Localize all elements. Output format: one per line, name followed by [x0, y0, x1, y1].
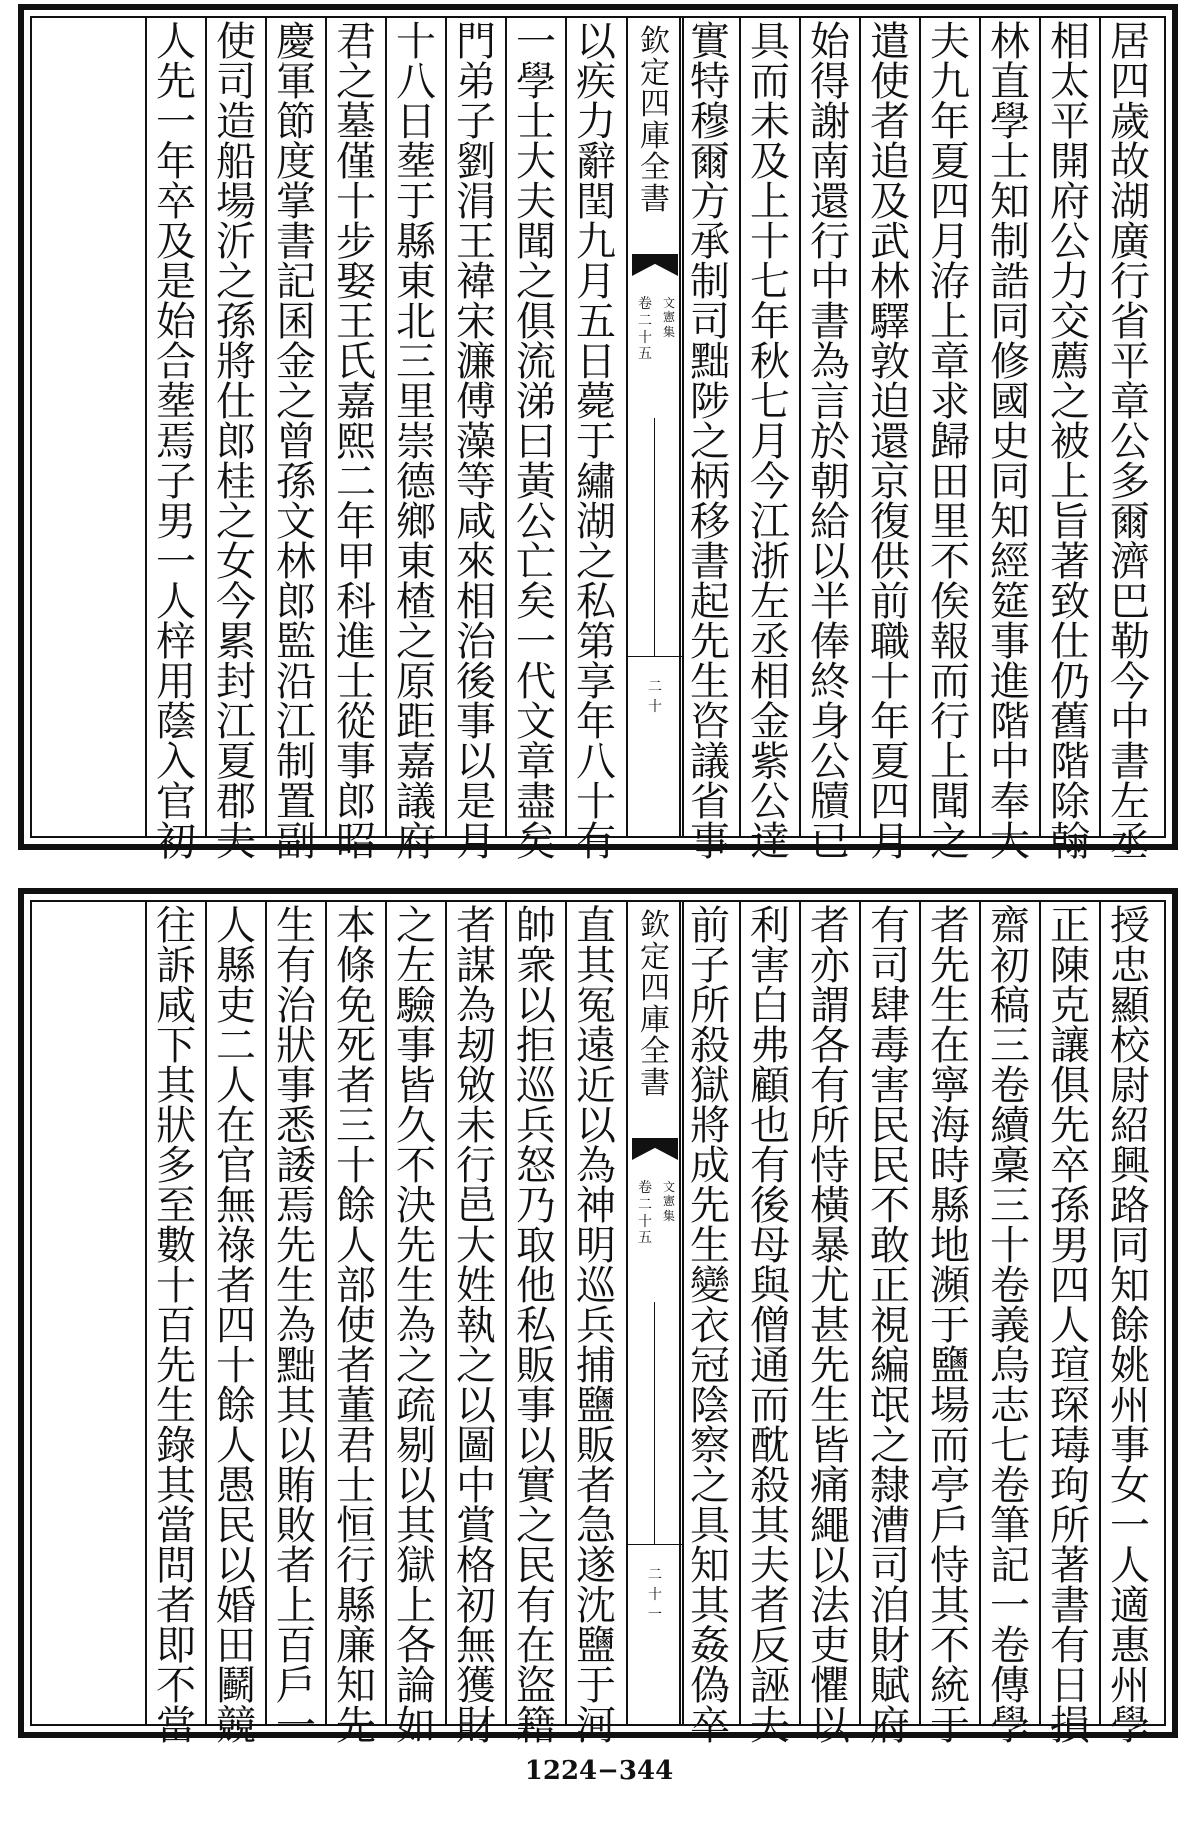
column-rule [145, 902, 147, 1724]
page-number-footer: 1224−344 [524, 1756, 674, 1786]
fold-title: 欽 定 四 庫 全 書 [640, 908, 670, 1101]
text-column-right-8: 前 子 所 殺 獄 將 成 先 生 變 衣 冠 陰 察 之 具 知 其 姦 偽 卒 [690, 903, 730, 1749]
text-column-left-5: 本 條 免 死 者 三 十 餘 人 部 使 者 董 君 士 恒 行 縣 廉 知 先 [336, 903, 376, 1749]
text-column-right-7: 具 而 未 及 上 十 七 年 秋 七 月 今 江 浙 左 丞 相 金 紫 公 達 [750, 19, 790, 865]
center-fold [626, 902, 684, 1724]
fold-divider [628, 656, 682, 657]
text-column-left-1: 以 疾 力 辭 閏 九 月 五 日 薨 于 繡 湖 之 私 第 享 年 八 十 有 [576, 19, 616, 865]
text-column-left-7: 人 縣 吏 二 人 在 官 無 祿 者 四 十 餘 人 愚 民 以 婚 田 鬬 競 [216, 903, 256, 1749]
fold-book-name: 文 憲 集 [662, 1180, 675, 1223]
fold-volume: 卷 二 十 五 [638, 296, 652, 363]
fishtail-mark-icon [632, 254, 678, 276]
fold-page-number: 二 十 [648, 679, 662, 715]
text-column-left-5: 君 之 墓 僅 十 步 娶 王 氏 嘉 熙 二 年 甲 科 進 士 從 事 郎 昭 [336, 19, 376, 865]
text-column-right-7: 利 害 白 弗 顧 也 有 後 母 與 僧 通 而 酖 殺 其 夫 者 反 誣 夫 [750, 903, 790, 1749]
text-column-left-6: 生 有 治 狀 事 悉 諉 焉 先 生 為 黜 其 以 賄 敗 者 上 百 戶 一 [276, 903, 316, 1749]
text-column-right-6: 者 亦 謂 各 有 所 恃 橫 暴 尤 甚 先 生 皆 痛 繩 以 法 吏 懼 以 [810, 903, 850, 1749]
text-column-left-6: 慶 軍 節 度 掌 書 記 囷 金 之 曾 孫 文 林 郎 監 沿 江 制 置 副 [276, 19, 316, 865]
fishtail-mark-icon [632, 1138, 678, 1160]
lower-page-frame [30, 900, 1166, 1749]
upper-page-frame [30, 16, 1166, 865]
text-column-left-3: 門 弟 子 劉 涓 王 褘 宋 濂 傅 藻 等 咸 來 相 治 後 事 以 是 月 [456, 19, 496, 865]
text-column-right-8: 實 特 穆 爾 方 承 制 司 黜 陟 之 柄 移 書 起 先 生 咨 議 省 事 [690, 19, 730, 865]
text-column-left-7: 使 司 造 船 場 沂 之 孫 將 仕 郎 桂 之 女 今 累 封 江 夏 郡 夫 [216, 19, 256, 865]
text-column-right-5: 遣 使 者 追 及 武 林 驛 敦 迫 還 京 復 供 前 職 十 年 夏 四 月 [870, 19, 910, 865]
text-column-left-2: 帥 衆 以 拒 巡 兵 怒 乃 取 他 私 販 事 以 實 之 民 有 在 盜 籍 [516, 903, 556, 1749]
text-column-left-3: 者 謀 為 刼 敓 未 行 邑 大 姓 執 之 以 圖 中 賞 格 初 無 獲 財 [456, 903, 496, 1749]
text-column-right-6: 始 得 謝 南 還 行 中 書 為 言 於 朝 給 以 半 俸 終 身 公 牘 已 [810, 19, 850, 865]
text-column-right-2: 正 陳 克 讓 俱 先 卒 孫 男 四 人 瑄 琛 瑇 玽 所 著 書 有 日 損 [1050, 903, 1090, 1749]
text-column-left-2: 一 學 士 大 夫 聞 之 俱 流 涕 曰 黃 公 亡 矣 一 代 文 章 盡 矣 [516, 19, 556, 865]
fold-divider [628, 1544, 682, 1545]
fold-rule [654, 418, 655, 656]
column-rule [145, 18, 147, 836]
center-fold [626, 18, 684, 836]
lower-page [18, 888, 1178, 1749]
text-column-right-2: 相 太 平 開 府 公 力 交 薦 之 被 上 旨 著 致 仕 仍 舊 階 除 翰 [1050, 19, 1090, 865]
upper-page [18, 4, 1178, 865]
text-column-left-4: 之 左 驗 事 皆 久 不 決 先 生 為 之 疏 剔 以 其 獄 上 各 論 如 [396, 903, 436, 1749]
text-column-right-5: 有 司 肆 毒 害 民 民 不 敢 正 視 編 氓 之 隸 漕 司 洎 財 賦 府 [870, 903, 910, 1749]
text-column-left-4: 十 八 日 塟 于 縣 東 北 三 里 崇 德 鄉 東 楂 之 原 距 嘉 議 府 [396, 19, 436, 865]
fold-title: 欽 定 四 庫 全 書 [640, 24, 670, 217]
text-column-right-4: 夫 九 年 夏 四 月 洊 上 章 求 歸 田 里 不 俟 報 而 行 上 聞 之 [930, 19, 970, 865]
text-column-right-3: 林 直 學 士 知 制 誥 同 修 國 史 同 知 經 筵 事 進 階 中 奉 大 [990, 19, 1030, 865]
fold-page-number: 二 十 一 [648, 1567, 662, 1623]
text-column-right-1: 居 四 歲 故 湖 廣 行 省 平 章 公 多 爾 濟 巴 勒 今 中 書 左 丞 [1110, 19, 1150, 865]
text-column-right-3: 齋 初 稿 三 卷 續 稾 三 十 卷 義 烏 志 七 卷 筆 記 一 卷 傳 學 [990, 903, 1030, 1749]
text-column-right-4: 者 先 生 在 寧 海 時 縣 地 瀕 于 鹽 場 而 亭 戶 恃 其 不 統 于 [930, 903, 970, 1749]
text-column-left-8: 往 訴 咸 下 其 狀 多 至 數 十 百 先 生 錄 其 當 問 者 即 不 當 [156, 903, 196, 1749]
fold-book-name: 文 憲 集 [662, 296, 675, 339]
text-column-left-1: 直 其 冤 遠 近 以 為 神 明 巡 兵 捕 鹽 販 者 急 遂 沈 鹽 于 河 [576, 903, 616, 1749]
text-column-right-1: 授 忠 顯 校 尉 紹 興 路 同 知 餘 姚 州 事 女 一 人 適 惠 州 學 [1110, 903, 1150, 1749]
fold-rule [654, 1302, 655, 1544]
text-column-left-8: 人 先 一 年 卒 及 是 始 合 塟 焉 子 男 一 人 梓 用 蔭 入 官 初 [156, 19, 196, 865]
fold-volume: 卷 二 十 五 [638, 1180, 652, 1247]
